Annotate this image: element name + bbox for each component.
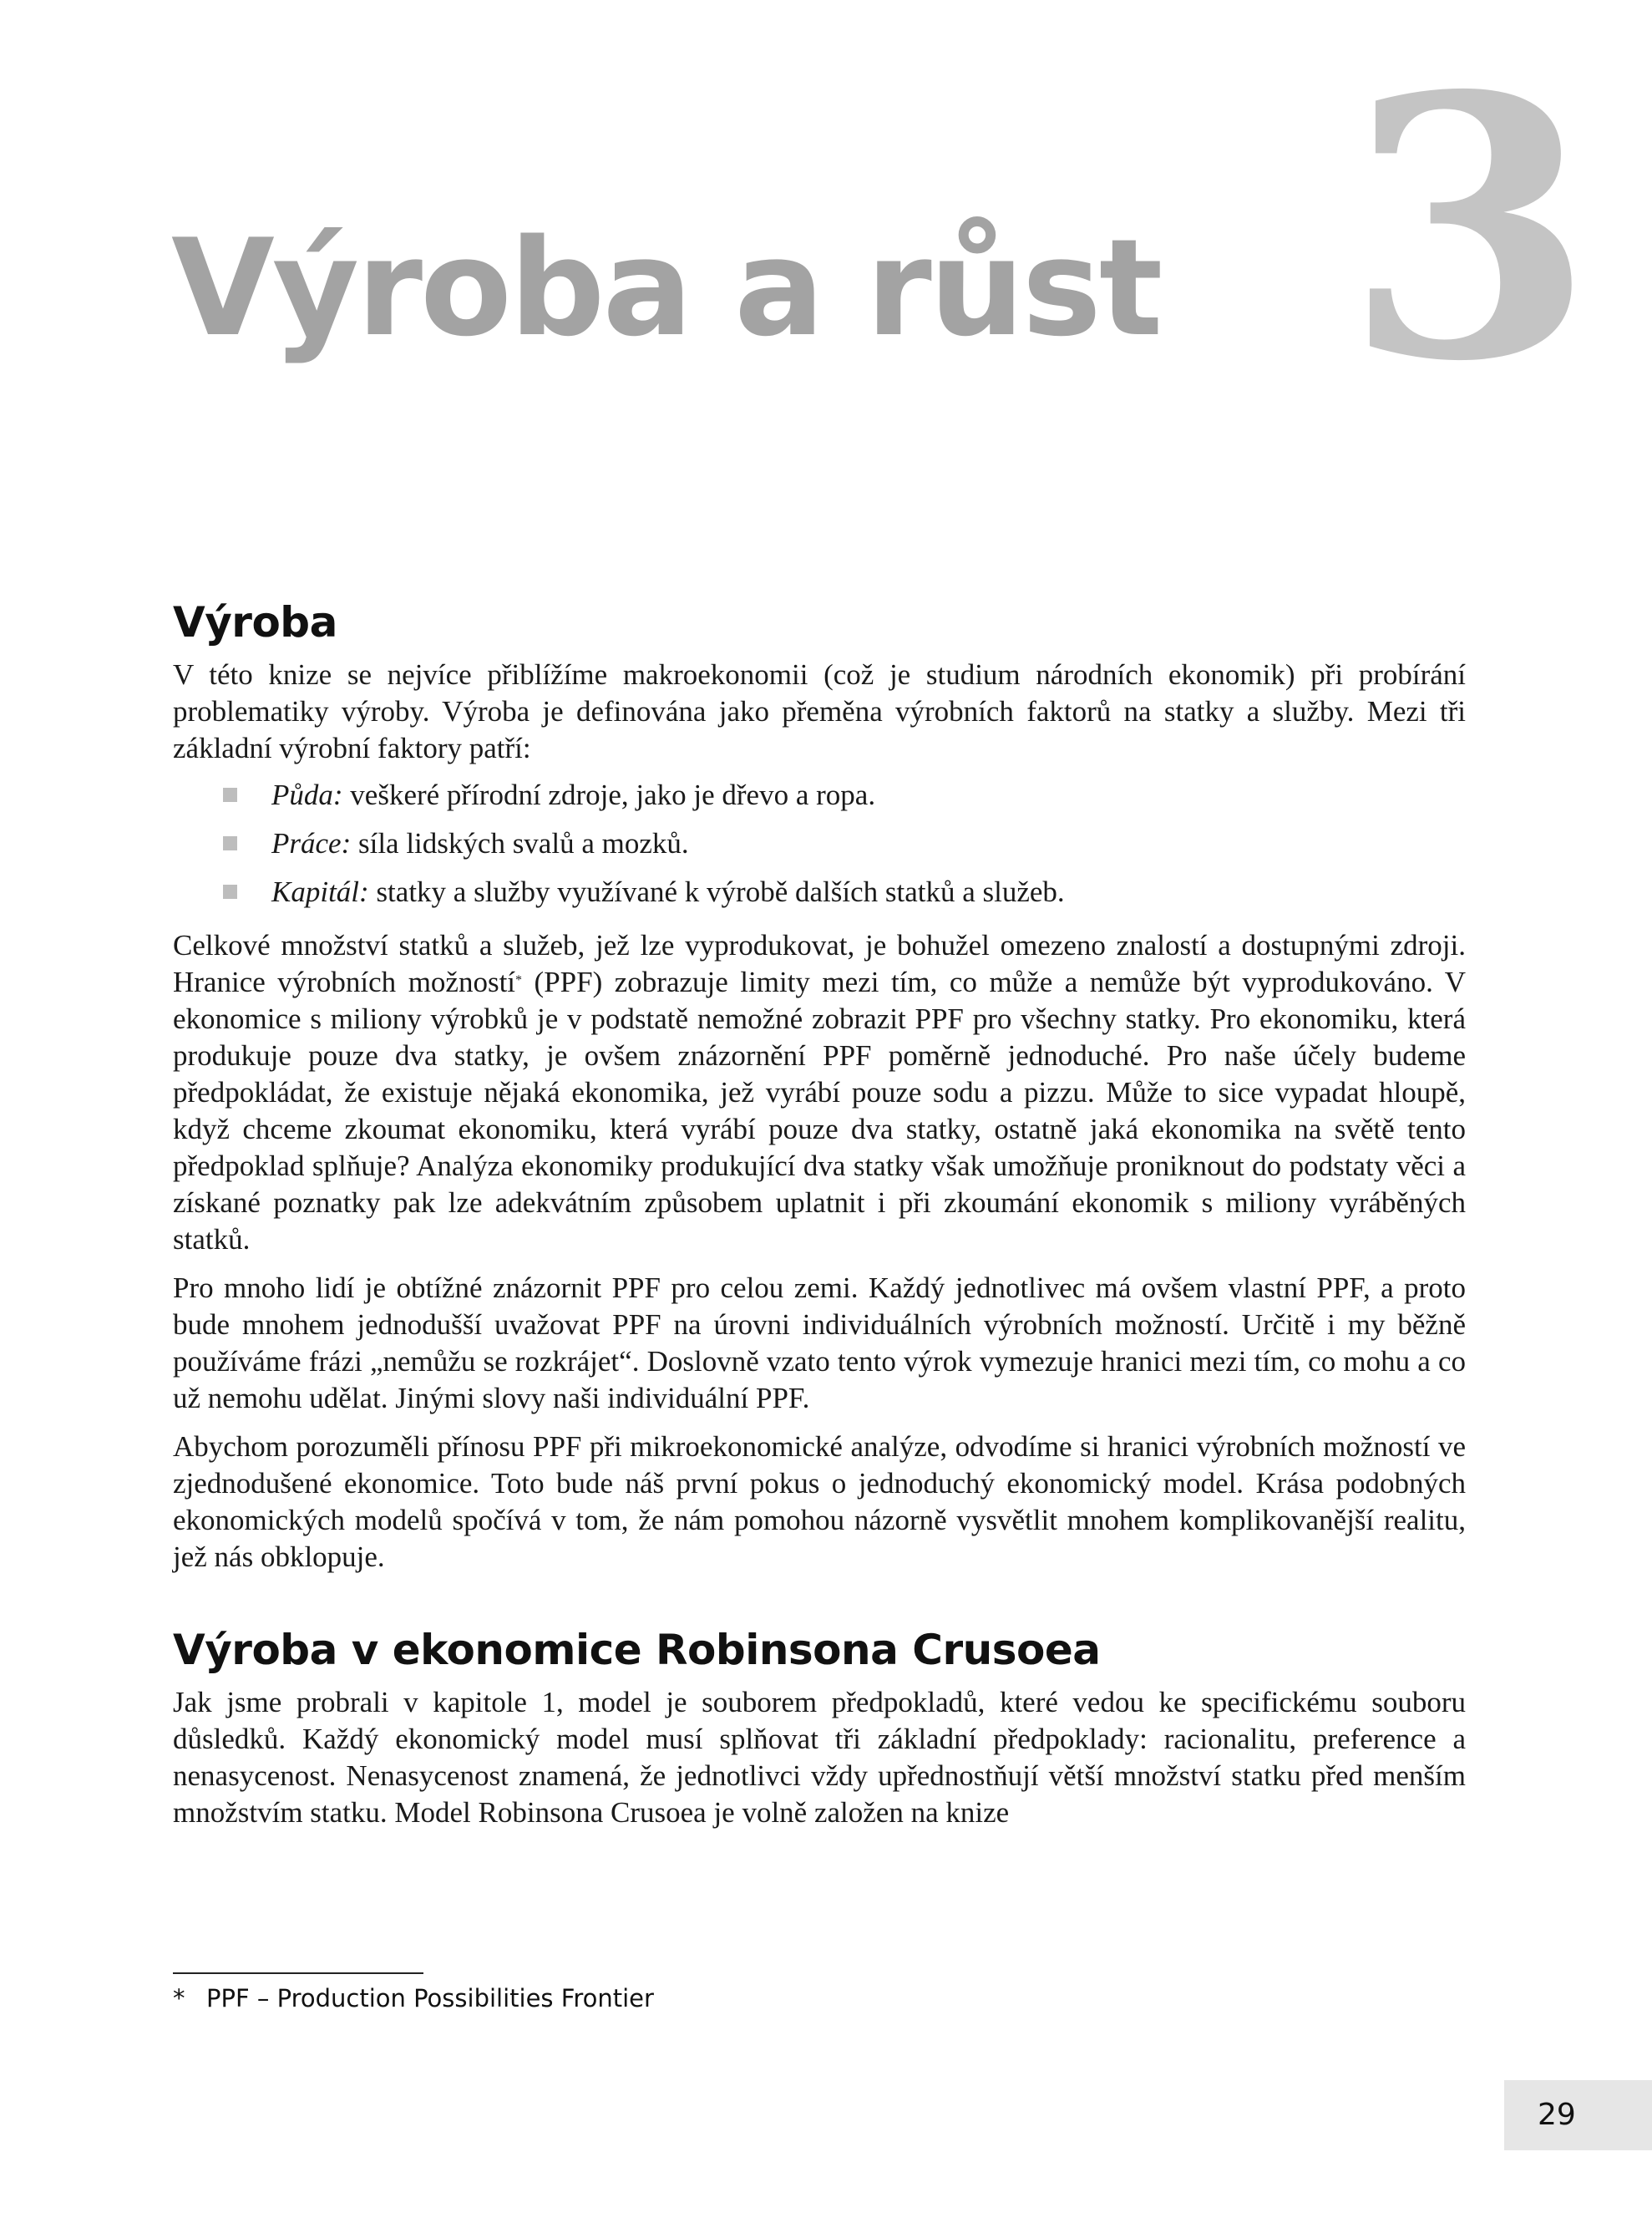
list-item xyxy=(173,874,1466,911)
footnote-mark: * xyxy=(173,1984,185,2012)
paragraph-model: Abychom porozuměli přínosu PPF při mikroekonomické analýze, odvodíme si hranici výrobních možností ve zjednodušené ekonomice. Toto bude náš první pokus o jednoduchý ekonomický model. Krása podobných ekonomických modelů spočívá v tom, že nám pomohou názorně vysvětlit mnohem komplikovanější realitu, jež nás obklopuje. xyxy=(173,1430,1466,1573)
page-number: 29 xyxy=(1538,2098,1576,2132)
chapter-title: Výroba a růst xyxy=(171,210,1161,366)
factor-text: veškeré přírodní zdroje, jako je dřevo a ropa. xyxy=(342,779,876,811)
square-bullet-icon xyxy=(223,885,237,899)
square-bullet-icon xyxy=(223,788,237,802)
page-number-box xyxy=(1504,2080,1652,2150)
factor-term: Půda: xyxy=(271,779,343,811)
section-heading-robinson: Výroba v ekonomice Robinsona Crusoea xyxy=(173,1626,1101,1674)
factor-text: síla lidských svalů a mozků. xyxy=(351,827,689,860)
footnote-text: PPF – Production Possibilities Frontier xyxy=(206,1984,654,2012)
paragraph-robinson: Jak jsme probrali v kapitole 1, model je souborem předpokladů, které vedou ke specifickému souboru důsledků. Každý ekonomický model musí splňovat tři základní předpoklady: racionalitu, preference a nenasycenost. Nenasycenost znamená, že jednotlivci vždy upřednostňují větší množství statku před menším množstvím statku. Model Robinsona Crusoea je volně založen na knize xyxy=(173,1686,1466,1829)
main-content xyxy=(173,595,1466,1831)
paragraph-individual-ppf: Pro mnoho lidí je obtížné znázornit PPF pro celou zemi. Každý jednotlivec má ovšem vlastní PPF, a proto bude mnohem jednodušší uvažovat PPF na úrovni individuálních výrobních možností. Určitě i my běžně používáme frázi „nemůžu se rozkrájet“. Doslovně vzato tento výrok vymezuje hranici mezi tím, co mohu a co už nemohu udělat. Jinými slovy naši individuální PPF. xyxy=(173,1271,1466,1414)
paragraph-intro: V této knize se nejvíce přiblížíme makroekonomii (což je studium národních ekonomik) při probírání problematiky výroby. Výroba je definována jako přeměna výrobních faktorů na statky a služby. Mezi tři základní výrobní faktory patří: xyxy=(173,658,1466,764)
chapter-number: 3 xyxy=(1345,18,1595,440)
paragraph-ppf-start: Celkové množství statků a služeb, jež lze vyprodukovat, je bohužel omezeno znalostí a dostupnými zdroji. Hranice výrobních možností xyxy=(173,929,1466,998)
list-item xyxy=(173,825,1466,862)
footnote-divider xyxy=(173,1972,423,1974)
factor-term: Kapitál: xyxy=(271,875,369,908)
list-item xyxy=(173,777,1466,814)
production-factors-list xyxy=(173,777,1466,911)
footnote xyxy=(173,1982,654,2015)
footnote-reference: * xyxy=(515,973,523,987)
section-heading-vyroba: Výroba xyxy=(173,598,337,647)
paragraph-ppf-rest: (PPF) zobrazuje limity mezi tím, co může a nemůže být vyprodukováno. V ekonomice s miliony výrobků je v podstatě nemožné zobrazit PPF pro všechny statky. Pro ekonomiku, která produkuje pouze dva statky, je ovšem znázornění PPF poměrně jednoduché. Pro naše účely budeme předpokládat, že existuje nějaká ekonomika, jež vyrábí pouze sodu a pizzu. Může to sice vypadat hloupě, když chceme zkoumat ekonomiku, která vyrábí pouze dva statky, ostatně jaká ekonomika na světě tento předpoklad splňuje? Analýza ekonomiky produkující dva statky však umožňuje proniknout do podstaty věci a získané poznatky pak lze adekvátním způsobem uplatnit i při zkoumání ekonomik s miliony vyráběných statků. xyxy=(173,966,1466,1256)
paragraph-ppf xyxy=(173,927,1466,1258)
factor-text: statky a služby využívané k výrobě dalších statků a služeb. xyxy=(368,875,1065,908)
square-bullet-icon xyxy=(223,836,237,850)
factor-term: Práce: xyxy=(271,827,352,860)
